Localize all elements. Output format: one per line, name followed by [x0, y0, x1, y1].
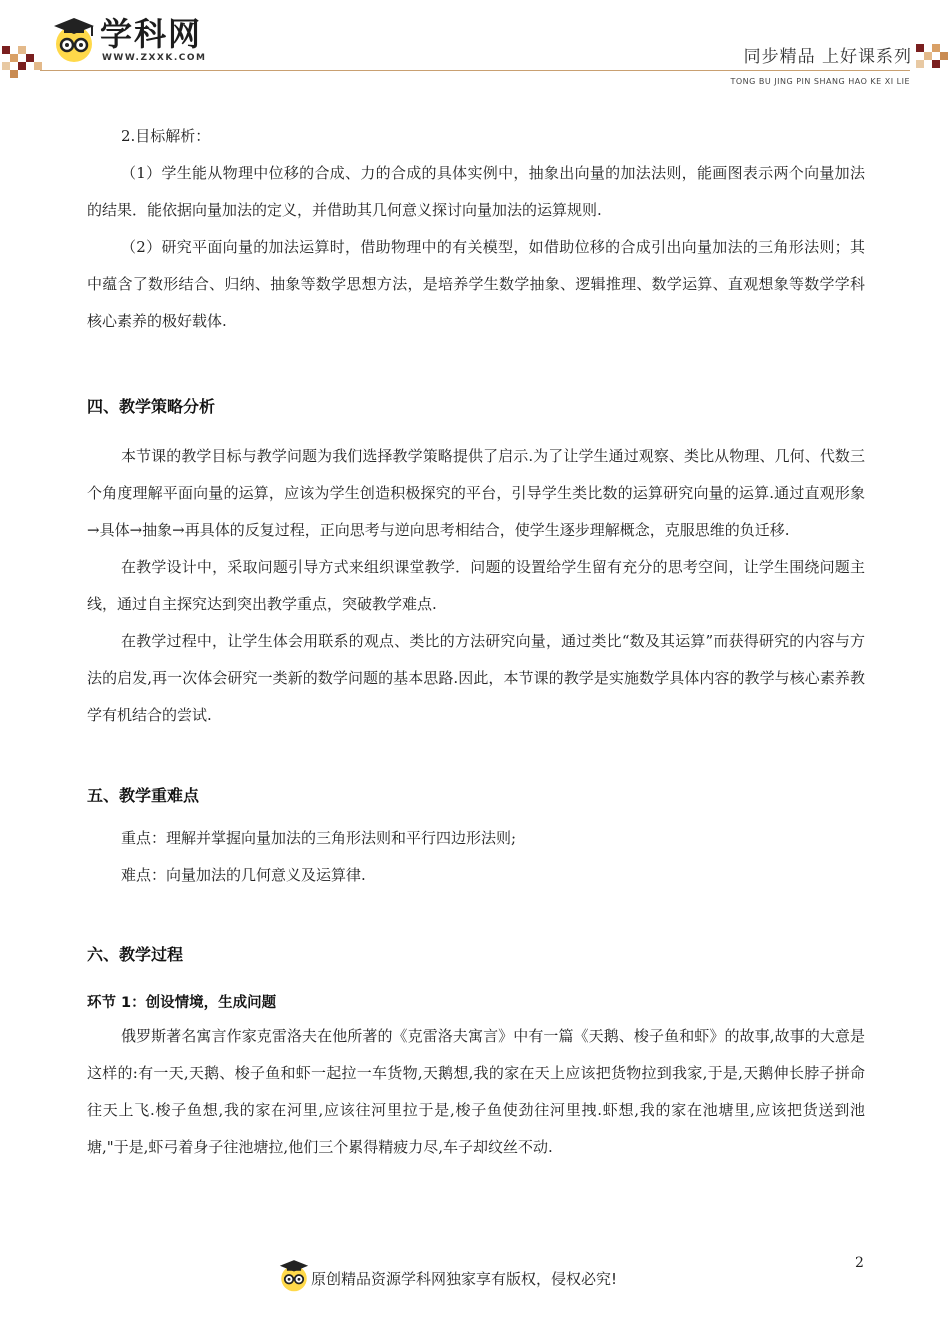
section-4-paragraph-1: 本节课的教学目标与教学问题为我们选择教学策略提供了启示.为了让学生通过观察、类比从物理、几何、代数三个角度理解平面向量的运算，应该为学生创造积极探究的平台，引导学生类比数的运算研究向量的运算.通过直观形象→具体→抽象→再具体的反复过程，正向思考与逆向思考相结合，使学生逐步理解概念，克服思维的负迁移.	[87, 447, 865, 539]
goal-paragraph-1: （1）学生能从物理中位移的合成、力的合成的具体实例中，抽象出向量的加法法则，能画图表示两个向量加法的结果．能依据向量加法的定义，并借助其几何意义探讨向量加法的运算规则.	[87, 164, 865, 219]
logo-icon	[50, 14, 98, 64]
page-number: 2	[855, 1255, 864, 1271]
footer-logo-icon	[277, 1257, 311, 1293]
section-4-title: 四、教学策略分析	[87, 397, 216, 416]
difficult-point: 难点：向量加法的几何意义及运算律.	[121, 866, 366, 884]
logo-text: 学科网	[100, 15, 203, 53]
document-body	[87, 118, 865, 1166]
step-1-paragraph-1: 俄罗斯著名寓言作家克雷洛夫在他所著的《克雷洛夫寓言》中有一篇《天鹅、梭子鱼和虾》的故事,故事的大意是这样的:有一天,天鹅、梭子鱼和虾一起拉一车货物,天鹅想,我的家在天上应该把货物拉到我家,于是,天鹅伸长脖子拼命往天上飞.梭子鱼想,我的家在河里,应该往河里拉于是,梭子鱼使劲往河里拽.虾想,我的家在池塘里,应该把货送到池塘,"于是,虾弓着身子往池塘拉,他们三个累得精疲力尽,车子却纹丝不动.	[87, 1027, 865, 1156]
logo-url: WWW.ZXXK.COM	[102, 53, 207, 63]
checker-decoration-left	[0, 38, 50, 84]
section-4-paragraph-3: 在教学过程中，让学生体会用联系的观点、类比的方法研究向量，通过类比“数及其运算”而获得研究的内容与方法的启发,再一次体会研究一类新的数学问题的基本思路.因此，本节课的教学是实施数学具体内容的教学与核心素养教学有机结合的尝试.	[87, 632, 865, 724]
step-1-title: 环节 1：创设情境，生成问题	[87, 995, 277, 1011]
footer-copyright: 原创精品资源学科网独家享有版权，侵权必究!	[311, 1270, 618, 1288]
header-divider	[40, 70, 910, 71]
section-4-paragraph-2: 在教学设计中，采取问题引导方式来组织课堂教学．问题的设置给学生留有充分的思考空间，让学生围绕问题主线，通过自主探究达到突出教学重点，突破教学难点.	[87, 558, 865, 613]
header-slogan-pinyin: TONG BU JING PIN SHANG HAO KE XI LIE	[730, 77, 910, 86]
page-header	[0, 0, 950, 95]
section-6-title: 六、教学过程	[87, 945, 184, 964]
goal-heading: 2.目标解析：	[121, 127, 211, 145]
header-slogan: 同步精品 上好课系列	[743, 47, 912, 67]
section-5-title: 五、教学重难点	[87, 786, 200, 805]
goal-paragraph-2: （2）研究平面向量的加法运算时，借助物理中的有关模型，如借助位移的合成引出向量加法的三角形法则；其中蕴含了数形结合、归纳、抽象等数学思想方法，是培养学生数学抽象、逻辑推理、数学运算、直观想象等数学学科核心素养的极好载体.	[87, 238, 865, 330]
key-point: 重点：理解并掌握向量加法的三角形法则和平行四边形法则;	[121, 829, 517, 847]
checker-decoration-right	[912, 40, 950, 84]
